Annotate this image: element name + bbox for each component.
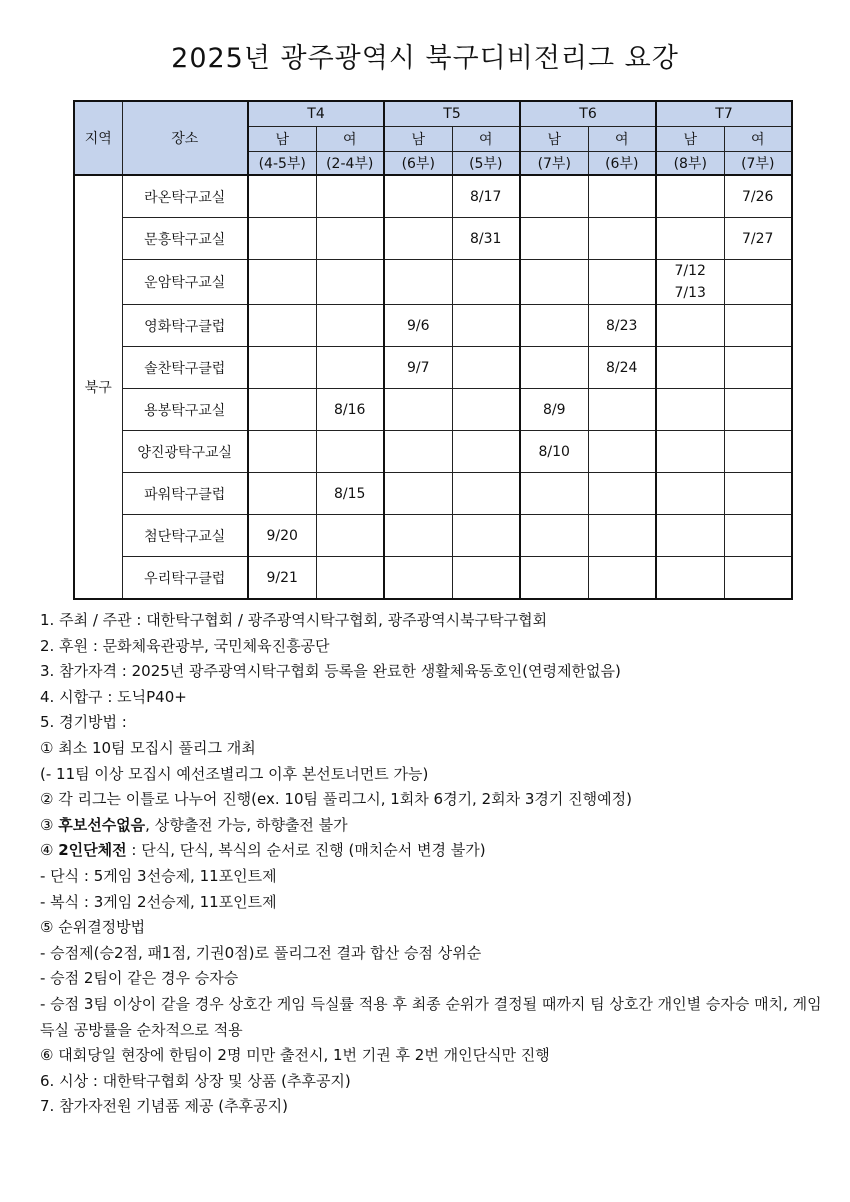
date-cell <box>656 389 724 431</box>
date-cell <box>588 175 656 218</box>
venue-cell: 파워탁구클럽 <box>122 473 248 515</box>
date-cell <box>724 515 792 557</box>
schedule-body <box>74 175 792 599</box>
venue-cell: 양진광탁구교실 <box>122 431 248 473</box>
header-gender: 여 <box>588 127 656 152</box>
date-cell <box>248 347 316 389</box>
method-rest: , 상향출전 가능, 하향출전 불가 <box>145 815 348 834</box>
date-cell: 9/20 <box>248 515 316 557</box>
date-cell <box>588 515 656 557</box>
date-cell <box>724 389 792 431</box>
venue-cell: 첨단탁구교실 <box>122 515 248 557</box>
date-cell <box>316 175 384 218</box>
venue-cell: 라온탁구교실 <box>122 175 248 218</box>
schedule-table <box>73 100 793 600</box>
rule-host: 1. 주최 / 주관 : 대한탁구협회 / 광주광역시탁구협회, 광주광역시북구탁구협회 <box>40 611 548 629</box>
header-division: (7부) <box>724 152 792 176</box>
date-cell <box>656 305 724 347</box>
date-cell <box>588 431 656 473</box>
header-gender: 남 <box>656 127 724 152</box>
date-cell <box>384 389 452 431</box>
date-cell: 7/12 7/13 <box>656 260 724 305</box>
rule-ball: 4. 시합구 : 도닉P40+ <box>40 687 187 706</box>
date-cell <box>316 515 384 557</box>
method-item: - 단식 : 5게임 3선승제, 11포인트제 <box>40 866 277 885</box>
rule-eligibility: 3. 참가자격 : 2025년 광주광역시탁구협회 등록을 완료한 생활체육동호인(연령제한없음) <box>40 662 621 681</box>
date-cell <box>248 218 316 260</box>
date-cell <box>656 515 724 557</box>
date-cell <box>248 305 316 347</box>
venue-cell: 문흥탁구교실 <box>122 218 248 260</box>
venue-cell: 우리탁구클럽 <box>122 557 248 600</box>
date-cell <box>316 347 384 389</box>
date-cell <box>588 473 656 515</box>
date-cell <box>384 175 452 218</box>
date-cell <box>520 515 588 557</box>
header-tier: T4 <box>248 101 384 127</box>
date-cell <box>520 557 588 600</box>
date-cell <box>656 218 724 260</box>
date-cell <box>248 389 316 431</box>
venue-cell: 솔찬탁구클럽 <box>122 347 248 389</box>
date-cell <box>248 431 316 473</box>
rule-method: 5. 경기방법 : <box>40 713 127 732</box>
header-gender: 남 <box>248 127 316 152</box>
rule-sponsor: 2. 후원 : 문화체육관광부, 국민체육진흥공단 <box>40 636 330 655</box>
date-cell <box>316 557 384 600</box>
date-cell <box>452 431 520 473</box>
header-division: (6부) <box>384 152 452 176</box>
method-item <box>40 838 830 864</box>
method-prefix: ④ <box>40 841 59 860</box>
date-cell <box>384 260 452 305</box>
date-cell <box>656 473 724 515</box>
method-item: ⑤ 순위결정방법 <box>40 918 146 937</box>
header-tier: T6 <box>520 101 656 127</box>
date-cell <box>316 305 384 347</box>
method-bold: 후보선수없음 <box>58 815 146 834</box>
date-cell: 8/16 <box>316 389 384 431</box>
header-division: (7부) <box>520 152 588 176</box>
date-cell <box>452 473 520 515</box>
region-cell: 북구 <box>74 175 122 599</box>
rules-section <box>40 608 830 1120</box>
date-cell: 7/27 <box>724 218 792 260</box>
method-prefix: ③ <box>40 815 59 834</box>
table-row <box>74 431 792 473</box>
header-venue: 장소 <box>122 101 248 175</box>
date-cell <box>452 515 520 557</box>
date-cell: 8/9 <box>520 389 588 431</box>
date-cell: 7/26 <box>724 175 792 218</box>
date-cell <box>384 515 452 557</box>
header-tier: T5 <box>384 101 520 127</box>
date-cell <box>520 175 588 218</box>
date-cell <box>452 389 520 431</box>
date-cell <box>248 260 316 305</box>
method-item: (- 11팀 이상 모집시 예선조별리그 이후 본선토너먼트 가능) <box>40 764 429 783</box>
header-gender: 남 <box>520 127 588 152</box>
method-item: - 승점 2팀이 같은 경우 승자승 <box>40 969 239 988</box>
date-cell <box>520 305 588 347</box>
table-row <box>74 515 792 557</box>
header-division: (6부) <box>588 152 656 176</box>
date-cell <box>248 175 316 218</box>
table-row <box>74 473 792 515</box>
date-cell <box>520 347 588 389</box>
date-cell <box>384 218 452 260</box>
date-cell <box>724 473 792 515</box>
date-cell <box>452 305 520 347</box>
table-row <box>74 175 792 218</box>
date-cell: 9/6 <box>384 305 452 347</box>
date-cell: 8/23 <box>588 305 656 347</box>
date-cell: 8/10 <box>520 431 588 473</box>
date-cell <box>384 473 452 515</box>
header-tier: T7 <box>656 101 792 127</box>
date-cell <box>656 347 724 389</box>
date-cell <box>656 557 724 600</box>
date-cell: 8/31 <box>452 218 520 260</box>
header-gender: 남 <box>384 127 452 152</box>
method-item <box>40 813 830 839</box>
date-cell: 9/7 <box>384 347 452 389</box>
date-cell <box>520 260 588 305</box>
table-row <box>74 389 792 431</box>
header-division: (8부) <box>656 152 724 176</box>
table-row <box>74 260 792 305</box>
method-item: ② 각 리그는 이틀로 나누어 진행(ex. 10팀 풀리그시, 1회차 6경기, 2회차 3경기 진행예정) <box>40 790 632 809</box>
date-cell <box>724 260 792 305</box>
table-row <box>74 347 792 389</box>
method-rest: : 단식, 단식, 복식의 순서로 진행 (매치순서 변경 불가) <box>126 841 486 860</box>
header-gender: 여 <box>452 127 520 152</box>
venue-cell: 영화탁구클럽 <box>122 305 248 347</box>
rule-prize: 6. 시상 : 대한탁구협회 상장 및 상품 (추후공지) <box>40 1071 351 1090</box>
method-item: ① 최소 10팀 모집시 풀리그 개최 <box>40 738 256 757</box>
method-item: - 복식 : 3게임 2선승제, 11포인트제 <box>40 892 277 911</box>
date-cell <box>316 431 384 473</box>
date-cell: 9/21 <box>248 557 316 600</box>
date-cell <box>384 431 452 473</box>
table-row <box>74 305 792 347</box>
method-item: - 승점 3팀 이상이 같을 경우 상호간 게임 득실률 적용 후 최종 순위가 결정될 때까지 팀 상호간 개인별 승자승 매치, 게임 득실 공방률을 순차적으로 적용 <box>40 994 822 1039</box>
date-cell: 8/17 <box>452 175 520 218</box>
date-cell <box>520 473 588 515</box>
date-cell <box>452 260 520 305</box>
venue-cell: 용봉탁구교실 <box>122 389 248 431</box>
date-cell <box>520 218 588 260</box>
method-item: ⑥ 대회당일 현장에 한팀이 2명 미만 출전시, 1번 기권 후 2번 개인단식만 진행 <box>40 1046 550 1065</box>
header-division: (2-4부) <box>316 152 384 176</box>
date-cell <box>384 557 452 600</box>
date-cell <box>588 389 656 431</box>
date-cell <box>588 260 656 305</box>
date-cell <box>316 218 384 260</box>
header-gender: 여 <box>316 127 384 152</box>
date-cell <box>588 218 656 260</box>
date-cell <box>724 557 792 600</box>
date-cell <box>452 347 520 389</box>
date-cell <box>452 557 520 600</box>
method-item: - 승점제(승2점, 패1점, 기권0점)로 풀리그전 결과 합산 승점 상위순 <box>40 943 482 962</box>
page-title: 2025년 광주광역시 북구디비전리그 요강 <box>171 43 679 74</box>
date-cell: 8/24 <box>588 347 656 389</box>
date-cell <box>656 175 724 218</box>
table-row <box>74 557 792 600</box>
date-cell <box>316 260 384 305</box>
date-cell: 8/15 <box>316 473 384 515</box>
date-cell <box>724 347 792 389</box>
header-division: (5부) <box>452 152 520 176</box>
date-cell <box>588 557 656 600</box>
date-cell <box>724 305 792 347</box>
date-cell <box>724 431 792 473</box>
venue-cell: 운암탁구교실 <box>122 260 248 305</box>
method-bold: 2인단체전 <box>58 841 127 860</box>
header-gender: 여 <box>724 127 792 152</box>
date-cell <box>656 431 724 473</box>
rule-souvenir: 7. 참가자전원 기념품 제공 (추후공지) <box>40 1097 288 1116</box>
date-cell <box>248 473 316 515</box>
table-row <box>74 218 792 260</box>
header-region: 지역 <box>74 101 122 175</box>
header-division: (4-5부) <box>248 152 316 176</box>
